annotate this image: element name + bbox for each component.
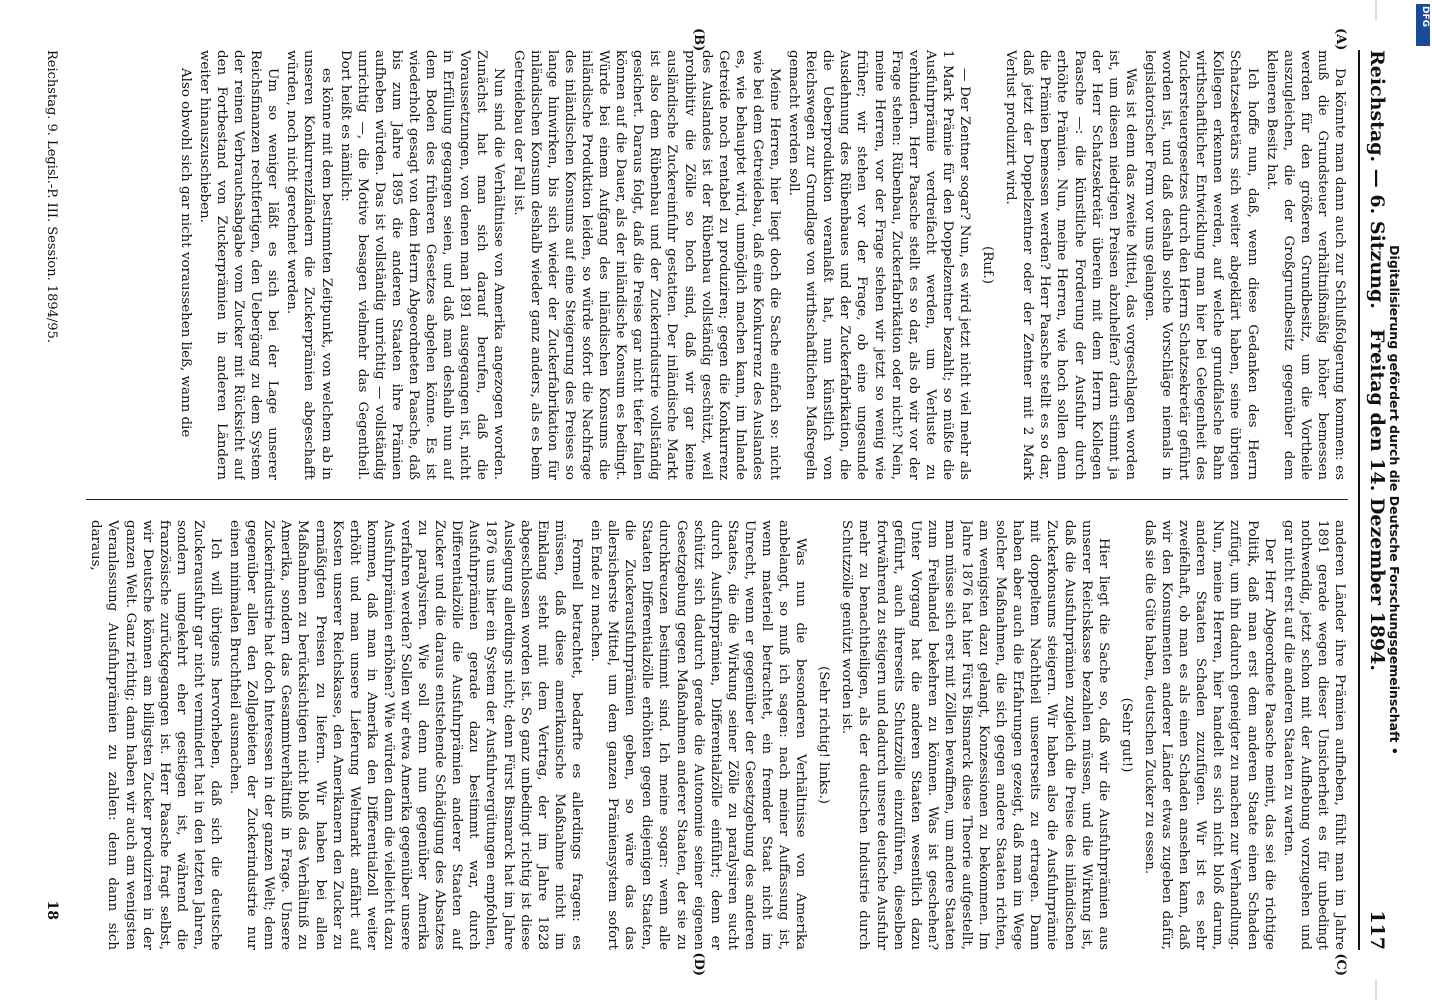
quotation: es könne mit dem bestimmten Zeitpunkt, von welchem ab in unseren Konkurrenzländern die Zuckerprämien abgeschafft würden, noch nicht gerechnet werden. xyxy=(284,50,334,480)
paragraph: — Der Zentner sogar? Nun, es wird jetzt nicht viel mehr als 1 Mark Prämie für den Doppelzentner bezahlt; so müßte die Ausfuhrprämie verdreifacht werden, um Verluste zu verhindern. Herr Paasche stellt es so dar, als ob wir vor der Frage stehen: Rübenbau, Zuckerfabrikation oder nicht? Nein, meine Herren, vor der Frage stehen wir jetzt so wenig wie früher; wir stehen vor der Frage, ob eine ungesunde Ausdehnung des Rübenbaues und der Zuckerfabrikation, die die Ueberproduktion veranlaßt hat, nun künstlich von Reichswegen zur Grundlage von wirthschaftlichen Maßregeln gemacht werden soll. xyxy=(786,50,973,480)
paragraph: anderen Länder ihre Prämien aufheben, fühlt man im Jahre 1891 gerade wegen dieser Unsicherheit es für unbedingt nothwendig, jetzt schon mit der Aufhebung vorzugehen und gar nicht erst auf die anderen Staaten zu warten. xyxy=(1280,520,1347,950)
document-page xyxy=(26,20,1406,980)
paragraph: Der Herr Abgeordnete Paasche meint, das sei die richtige Politik, daß man erst dem anderen Staate einen Schaden zufügt, um ihn dadurch geneigter zu machen zur Verhandlung. Nun, meine Herren, hier handelt es sich nicht bloß darum, anderen Staaten Schaden zuzufügen. Wir ist es sehr zweifelhaft, ob man es als einen Schaden ansehen kann, daß wir den Konsumenten anderer Länder etwas zugeben dafür, daß sie die Güte haben, deutschen Zucker zu essen. xyxy=(1141,520,1277,950)
right-column xyxy=(66,520,1348,950)
paragraph: Hier liegt die Sache so, daß wir die Ausfuhrprämien aus unserer Reichskasse bezahlen müssen, und die Wirkung ist, daß die Ausfuhrprämien zugleich die Preise des inländischen Zuckerkonsums steigern. Wir haben also die Ausfuhrprämie mit doppeltem Nachtheil unsererseits zu ertragen. Dann haben aber auch die Erfahrungen gezeigt, daß man im Wege solcher Maßnahmen, die sich gegen andere Staaten richten, am wenigsten dazu gelangt, Konzessionen zu bekommen. Im Jahre 1876 hat hier Fürst Bismarck diese Theorie aufgestellt, man müsse sich erst mit Zöllen bewaffnen, um andere Staaten zum Freihandel bekehren zu können. Was ist geschehen? Unter Vorgang hat die anderen Staaten wesentlich dazu geführt, auch ihrerseits Schutzzölle einzuführen, dieselben fortwährend zu steigern und dadurch unsere deutsche Ausfuhr mehr zu benachtheiligen, als der deutschen Industrie durch Schutzzölle genützt worden ist. xyxy=(839,520,1111,950)
signature-number: 18 xyxy=(44,900,60,920)
footer-session-info: Reichstag. 9. Legisl.-P. III. Session. 1894/95. xyxy=(44,50,59,343)
interjection: (Sehr gut!) xyxy=(1118,697,1134,773)
header-session: Reichstag. — 6. Sitzung. xyxy=(1366,50,1388,309)
margin-marker-c: (C) xyxy=(1333,953,1348,976)
quotation: Um so weniger läßt es sich bei der Lage unserer Reichsfinanzen rechtfertigen, den Ueberg̈ang zu dem System der reinen Verbrauchsabgabe vom Zucker mit Rücksicht auf den Fortbestand von Zuckerprämien in anderen Ländern weiter hinauszuschieben. xyxy=(196,50,281,480)
margin-marker-d: (D) xyxy=(691,952,706,976)
paragraph: Meine Herren, hier liegt doch die Sache einfach so: nicht wie bei dem Getreidebau, daß eine Konkurrenz des Auslandes es, wie behauptet wird, unmöglich machen kann, im Inlande Getreide noch rentabel zu produziren; gegen die Konkurrenz des Auslandes ist der Rübenbau vollständig geschützt, weil prohibitiv die Zölle so hoch sind, daß wir gar keine ausländische Zuckereinfuhr gestatten. Der inländische Markt ist also dem Rübenbau und der Zuckerindustrie vollständig gesichert. Daraus folgt, daß die Preise gar nicht tiefer fallen können auf die Dauer, als der inländische Konsum es bedingt. Würde bei einem Aufgang des inländischen Konsums die inländische Produktion leiden, so würde sofort die Nachfrage des inländischen Konsums auf eine Steigerung des Preises so lange hinwirken, bis sich wieder der Zuckerfabrikation für inländischen Konsum deshalb wieder ganz anders, als es beim Getreidebau der Fall ist. xyxy=(510,50,782,480)
interjection: (Ruf.) xyxy=(980,246,996,284)
interjection: (Sehr richtig! links.) xyxy=(816,666,832,804)
paragraph: Also obwohl sich gar nicht voraussehen ließ, wann die xyxy=(177,68,193,438)
dfg-sponsor-line: Digitalisierung gefördert durch die Deutsche Forschungsgemeinschaft • xyxy=(1387,245,1402,755)
dfg-badge-label: DFG xyxy=(1420,6,1430,28)
margin-marker-b: (B) xyxy=(691,28,706,52)
dfg-logo-icon xyxy=(1416,4,1430,46)
header-date: Freitag den 14. Dezember 1894. xyxy=(1366,329,1388,671)
paragraph: Da könnte man dann auch zur Schlußfolgerung kommen: es muß die Grundsteuer verhältnißmäßig höher bemessen werden für den größeren Grundbesitz, um die Vortheile auszugleichen, die der Großgrundbesitz gegenüber dem kleineren Besitz hat. xyxy=(1263,50,1347,480)
paragraph: Ich will übrigens hervorheben, daß sich die deutsche Zuckerausfuhr gar nicht vermindert hat in den letzten Jahren, sondern umgekehrt eher gestiegen ist, während die französische zurückgegangen ist. Herr Paasche fragt selbst, wir Deutsche können am billigsten Zucker produziren in der ganzen Welt. Ganz richtig; dann haben wir auch am wenigsten Veranlassung Ausfuhrprämien zu zahlen: denn dann sich daraus, xyxy=(88,520,223,950)
left-column xyxy=(66,50,1348,480)
paragraph: Formell betrachtet, bedarfte es allerdings fragen: es müssen, daß diese amerikanische Maßnahme nicht im Einklang steht mit dem Vertrag, der im Jahre 1828 abgeschlossen worden ist. So ganz unbedingt richtig ist diese Auslegung allerdings nicht; denn Fürst Bismarck hat im Jahre 1876 uns hier ein System der Ausfuhrvergütungen empfohlen, Ausfuhrprämien gerade dazu bestimmt war, durch Differentialzölle die Ausfuhrprämien anderer Staaten auf Zucker und die daraus entstehende Schädigung des Absatzes zu paralysiren. Wie soll denn nun gegenüber Amerika verfahren werden? Sollen wir etwa Amerika gegenüber unsere Ausfuhrprämien erhöhen? Wie würden dann die vielleicht dazu kommen, daß man in Amerika den Differentialzoll weiter erhöht und man unsere Lieferung Weltmarkt anfährt auf Kosten unserer Reichskasse, den Amerikanern den Zucker zu ermäßigten Preisen zu liefern. Wir haben bei allen Maßnahmen zu berücksichtigen nicht bloß das Verhältniß zu Amerika, sondern das Gesammtverhältniß in Frage. Unsere Zuckerindustrie hat doch Interessen in der ganzen Welt; denn gegenüber allen den Zollgebieten der Zuckerindustrie nur einen minimalen Bruchtheil ausmachen. xyxy=(227,520,584,950)
column-divider xyxy=(86,499,1348,500)
paragraph: Was ist denn das zweite Mittel, das vorgeschlagen worden ist, um diesen niedrigen Preisen abzuhelfen? darin stimmt ja der Herr Schatzsekretär überein mit dem Herrn Kollegen Paasche —: die künstliche Forderung der Ausfuhr durch erhöhte Prämien. Nun, meine Herren, wie hoch sollen denn die Prämien bemessen werden? Herr Paasche stellt es so dar, daß jetzt der Doppelzentner oder der Zentner mit 2 Mark Verlust produzirt wird. xyxy=(1003,50,1138,480)
margin-marker-a: (A) xyxy=(1333,28,1348,51)
paragraph: Nun sind die Verhältnisse von Amerika angezogen worden. Zunächst hat man sich darauf berufen, daß die Voraussetzungen, von denen man 1891 ausgegangen ist, nicht in Erfüllung gegangen seien, und daß man deshalb nun auf dem Boden des früheren Gesetzes abgehen könne. Es ist wiederholt gesagt von dem Herrn Abgeordneten Paasche, daß bis zum Jahre 1895 die anderen Staaten ihre Prämien aufheben würden. Das ist vollständig unrichtig — vollständig unrichtig —, die Motive besagen vielmehr das Gegentheil. Dort heißt es nämlich: xyxy=(337,50,507,480)
page-number: 117 xyxy=(1366,910,1388,950)
paragraph: Ich hoffe nun, daß, wenn diese Gedanken des Herrn Schatzsekretärs sich weiter abgeklärt haben, seine übrigen Kollegen erkennen werden, auf welche grundfalsche Bahn wirthschaftlicher Entwicklung man hier bei Gelegenheit des Zuckersteuergesetzes durch den Herrn Schatzsekretär geführt worden ist, und daß deshalb solche Vorschläge niemals in legislatorischer Form vor uns gelangen. xyxy=(1141,50,1260,480)
paragraph: Was nun die besonderen Verhältnisse von Amerika anbelangt, so muß ich sagen: nach meiner Auffassung ist, wenn materiell betrachtet, ein fremder Staat nicht im Unrecht, wenn er gegenüber der Gesetzgebung des anderen Staates, die die Wirkung seiner Zölle zu paralysiren sucht durch Ausfuhrprämien, Differentialzölle einführt; denn er schützt sich dadurch gerade die Autonomie seiner eigenen Gesetzgebung gegen Maßnahmen anderer Staaten, der sie zu durchkreuzen bestimmt sind. Ich meine sogar: wenn alle Staaten Differentialzölle erhöhten gegen diejenigen Staaten, die Zuckerausfuhrprämien geben, so wäre das das allersicherste Mittel, um dem ganzen Prämiensystem sofort ein Ende zu machen. xyxy=(588,520,809,950)
